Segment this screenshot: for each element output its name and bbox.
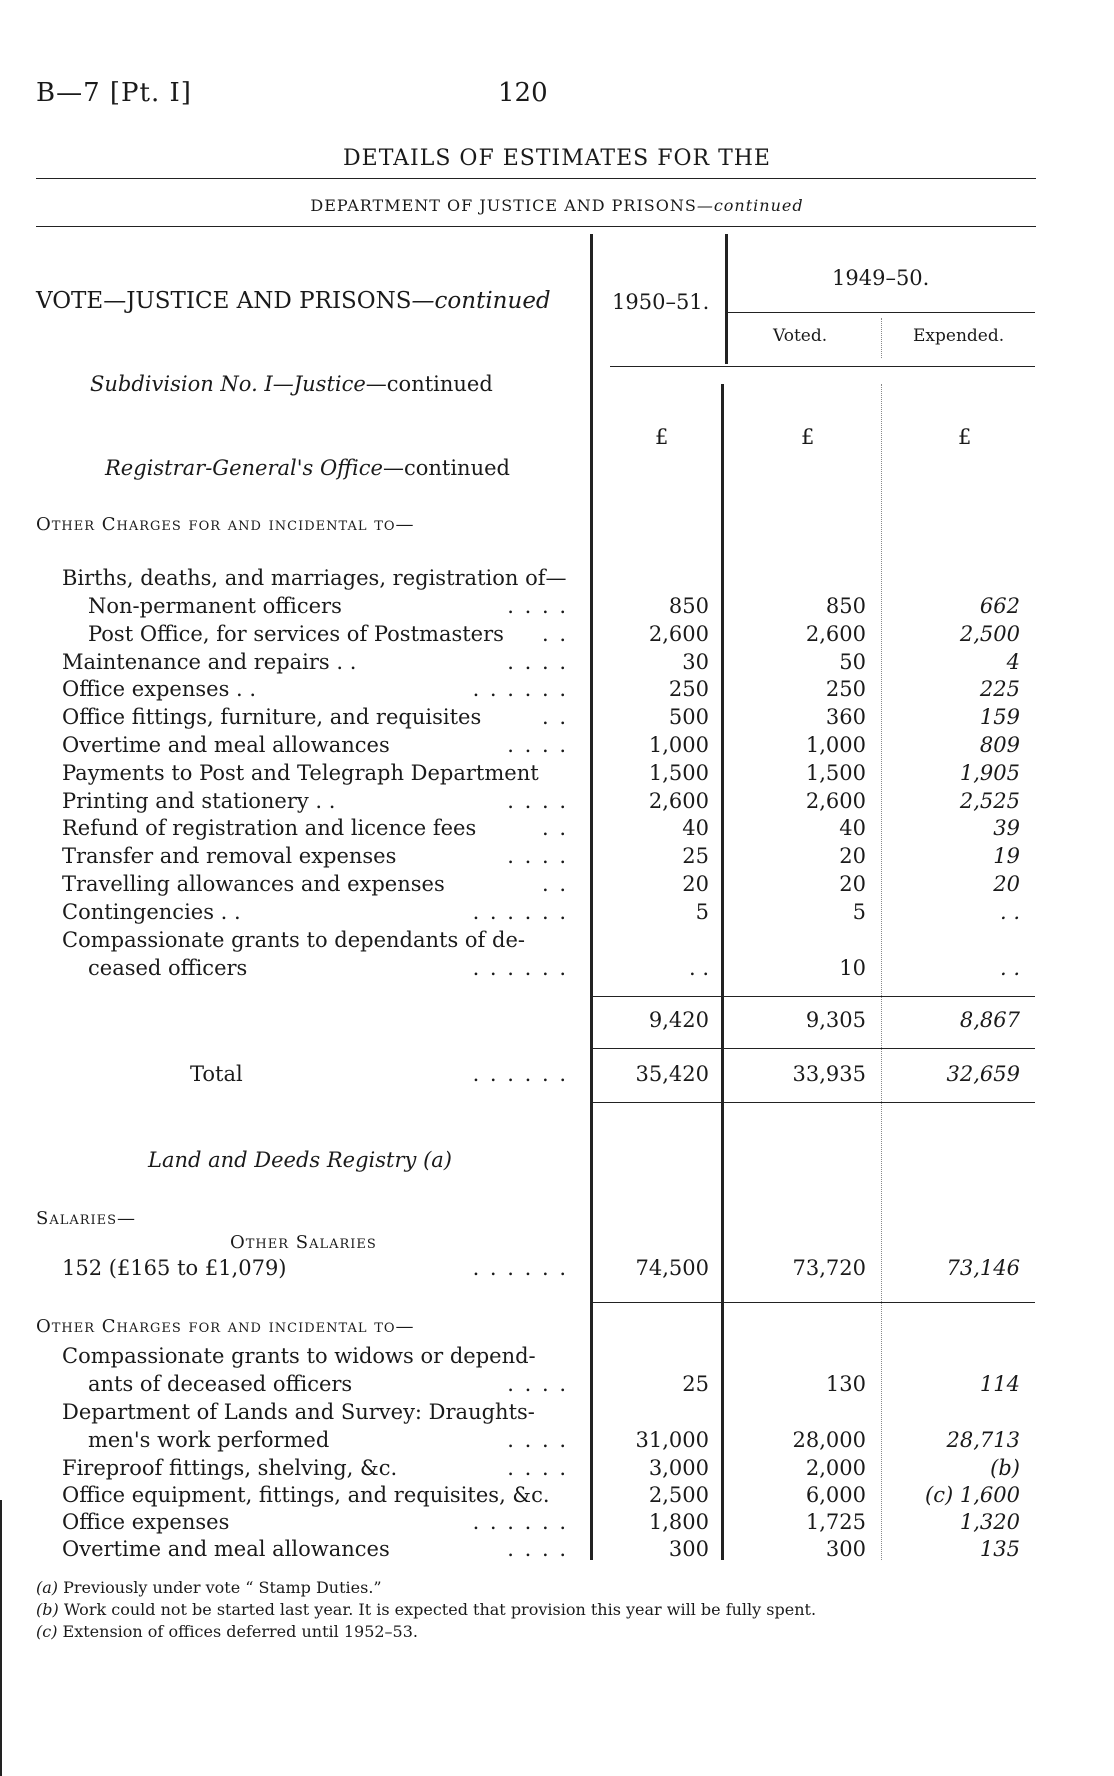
value-voted: 850 xyxy=(825,594,866,618)
value-expended: 73,146 xyxy=(946,1256,1020,1280)
value-voted: 20 xyxy=(839,844,866,869)
column-voted: Voted. xyxy=(773,326,828,346)
value-1950-51: 25 xyxy=(682,1372,709,1396)
value-expended: 4 xyxy=(1006,649,1020,674)
value-1950-51: 2,600 xyxy=(648,788,709,813)
header-bottom-rule xyxy=(610,366,1035,367)
value-expended: 809 xyxy=(979,733,1020,757)
currency-col3: £ xyxy=(958,425,972,449)
value-1950-51: 20 xyxy=(682,872,709,896)
leader-dots: . . . . . . xyxy=(472,899,568,924)
total-label: Total xyxy=(190,1062,243,1086)
row-label: Overtime and meal allowances xyxy=(62,1537,390,1561)
value-1950-51: . . xyxy=(688,956,709,980)
row-label: Overtime and meal allowances xyxy=(62,733,390,757)
currency-col2: £ xyxy=(801,425,815,449)
salaries-row xyxy=(0,1256,1114,1283)
value-voted: 1,000 xyxy=(805,733,866,757)
subtotal-row xyxy=(0,1008,1114,1035)
row-label: Office equipment, fittings, and requisites, &c. xyxy=(62,1483,550,1507)
vote-heading: VOTE—JUSTICE AND PRISONS—continued xyxy=(36,288,551,314)
other-charges-heading-2: Other Charges for and incidental to— xyxy=(36,1316,415,1337)
title-rule xyxy=(36,178,1036,179)
leader-dots: . . xyxy=(541,621,568,646)
table-row xyxy=(0,956,1114,983)
salaries-rule xyxy=(593,1302,1035,1303)
value-1950-51: 40 xyxy=(682,816,709,841)
table-row xyxy=(0,844,1114,871)
row-label: men's work performed xyxy=(88,1428,330,1452)
page-title: DETAILS OF ESTIMATES FOR THE xyxy=(343,146,771,171)
column-expended: Expended. xyxy=(913,326,1005,346)
leader-dots: . . . . xyxy=(507,788,568,813)
value-1950-51: 1,000 xyxy=(648,733,709,757)
value-voted: 73,720 xyxy=(792,1256,866,1280)
currency-col1: £ xyxy=(655,425,669,449)
year-group-rule xyxy=(725,312,1035,313)
table-row xyxy=(0,1344,1114,1371)
value-1950-51: 30 xyxy=(682,649,709,674)
page-reference: B—7 [Pt. I] xyxy=(36,78,192,108)
footnote-a: (a) Previously under vote “ Stamp Duties.” xyxy=(36,1578,382,1597)
subdivision-heading: Subdivision No. I—Justice—continued xyxy=(90,372,493,396)
column-1950-51: 1950–51. xyxy=(612,290,710,314)
value-expended: 159 xyxy=(979,705,1020,730)
value-voted: 130 xyxy=(825,1372,866,1396)
value-expended: 135 xyxy=(979,1537,1020,1561)
value-voted: 50 xyxy=(839,649,866,674)
value-1950-51: 250 xyxy=(668,677,709,702)
row-label: Compassionate grants to widows or depend- xyxy=(62,1344,536,1368)
leader-dots: . . . . . . xyxy=(472,1256,568,1280)
bdm-heading: Births, deaths, and marriages, registration of— xyxy=(62,566,567,590)
table-row xyxy=(0,816,1114,843)
value-voted: 2,600 xyxy=(805,621,866,646)
leader-dots: . . xyxy=(541,872,568,896)
value-1950-51: 300 xyxy=(668,1537,709,1561)
table-row xyxy=(0,1537,1114,1564)
row-label: ceased officers xyxy=(88,956,248,980)
table-row xyxy=(0,1428,1114,1455)
value-expended: . . xyxy=(999,956,1020,980)
table-row xyxy=(0,650,1114,677)
value-1950-51: 1,800 xyxy=(648,1510,709,1534)
salaries-heading: Salaries— xyxy=(36,1208,137,1229)
row-label: Office expenses xyxy=(62,1510,230,1534)
value-expended: 662 xyxy=(979,594,1020,618)
value-voted: 40 xyxy=(839,816,866,841)
row-label: Fireproof fittings, shelving, &c. xyxy=(62,1456,398,1480)
page-edge xyxy=(0,1500,2,1776)
leader-dots: . . . . xyxy=(507,1456,568,1480)
value-voted: 250 xyxy=(825,677,866,702)
column-group-1949-50: 1949–50. xyxy=(832,266,930,290)
table-row xyxy=(0,733,1114,760)
value-expended: 2,500 xyxy=(959,621,1020,646)
row-label: 152 (£165 to £1,079) xyxy=(62,1256,287,1280)
row-label: Maintenance and repairs . . xyxy=(62,649,357,674)
leader-dots: . . . . xyxy=(507,1372,568,1396)
footnote-b: (b) Work could not be started last year. It is expected that provision this year will be fully spent. xyxy=(36,1600,817,1619)
value-1950-51: 2,500 xyxy=(648,1483,709,1507)
table-row xyxy=(0,1483,1114,1510)
footnote-c: (c) Extension of offices deferred until 1952–53. xyxy=(36,1622,418,1641)
value-voted: 20 xyxy=(839,872,866,896)
value-expended: 1,320 xyxy=(959,1510,1020,1534)
leader-dots: . . xyxy=(541,816,568,841)
leader-dots: . . . . xyxy=(507,1537,568,1561)
value-voted: 2,600 xyxy=(805,788,866,813)
total-voted: 33,935 xyxy=(792,1062,866,1086)
value-expended: 20 xyxy=(993,872,1020,896)
row-label: Refund of registration and licence fees xyxy=(62,816,477,841)
value-voted: 10 xyxy=(839,956,866,980)
value-expended: (b) xyxy=(990,1456,1020,1480)
total-1950-51: 35,420 xyxy=(635,1062,709,1086)
subtotal-expended: 8,867 xyxy=(959,1008,1020,1032)
other-salaries-heading: Other Salaries xyxy=(230,1232,377,1253)
value-voted: 28,000 xyxy=(792,1428,866,1452)
column-rule-2-head xyxy=(725,234,728,364)
value-voted: 300 xyxy=(825,1537,866,1561)
subtotal-1950-51: 9,420 xyxy=(648,1008,709,1032)
subtotal-rule xyxy=(593,996,1035,997)
total-row xyxy=(0,1062,1114,1089)
total-top-rule xyxy=(593,1048,1035,1049)
table-row xyxy=(0,928,1114,955)
value-1950-51: 25 xyxy=(682,844,709,869)
table-row xyxy=(0,900,1114,927)
row-label: Office fittings, furniture, and requisites xyxy=(62,705,482,730)
leader-dots: . . . . xyxy=(507,649,568,674)
value-expended: 19 xyxy=(993,844,1020,869)
table-row xyxy=(0,1510,1114,1537)
row-label: Office expenses . . xyxy=(62,677,257,702)
leader-dots: . . . . . . xyxy=(472,956,568,980)
row-label: ants of deceased officers xyxy=(88,1372,353,1396)
table-row xyxy=(0,622,1114,649)
total-expended: 32,659 xyxy=(946,1062,1020,1086)
value-voted: 2,000 xyxy=(805,1456,866,1480)
value-voted: 360 xyxy=(825,705,866,730)
row-label: Department of Lands and Survey: Draughts- xyxy=(62,1400,535,1424)
value-1950-51: 5 xyxy=(695,899,709,924)
value-expended: 2,525 xyxy=(959,788,1020,813)
value-voted: 6,000 xyxy=(805,1483,866,1507)
value-voted: 1,500 xyxy=(805,760,866,785)
value-voted: 5 xyxy=(852,899,866,924)
leader-dots: . . . . . . xyxy=(472,1510,568,1534)
office-heading: Registrar-General's Office—continued xyxy=(105,456,510,480)
table-row xyxy=(0,594,1114,621)
table-row xyxy=(0,1400,1114,1427)
table-row xyxy=(0,789,1114,816)
row-label: Post Office, for services of Postmasters xyxy=(88,621,504,646)
row-label: Transfer and removal expenses xyxy=(62,844,397,869)
subtotal-voted: 9,305 xyxy=(805,1008,866,1032)
value-1950-51: 1,500 xyxy=(648,760,709,785)
value-expended: . . xyxy=(999,899,1020,924)
land-registry-heading: Land and Deeds Registry (a) xyxy=(148,1148,452,1172)
value-1950-51: 31,000 xyxy=(635,1428,709,1452)
leader-dots: . . xyxy=(541,705,568,730)
subtitle-rule xyxy=(36,226,1036,227)
row-label: Contingencies . . xyxy=(62,899,241,924)
row-label: Payments to Post and Telegraph Department xyxy=(62,760,539,785)
value-voted: 1,725 xyxy=(805,1510,866,1534)
value-expended: 1,905 xyxy=(959,760,1020,785)
page-number: 120 xyxy=(498,78,548,108)
leader-dots: . . . . xyxy=(507,733,568,757)
table-row xyxy=(0,705,1114,732)
row-label: Non-permanent officers xyxy=(88,594,342,618)
value-1950-51: 2,600 xyxy=(648,621,709,646)
leader-dots: . . . . . . xyxy=(472,677,568,702)
row-label: Travelling allowances and expenses xyxy=(62,872,445,896)
table-row xyxy=(0,677,1114,704)
value-1950-51: 74,500 xyxy=(635,1256,709,1280)
value-expended: 225 xyxy=(979,677,1020,702)
leader-dots: . . . . . . xyxy=(472,1062,568,1086)
value-expended: 39 xyxy=(993,816,1020,841)
value-expended: 114 xyxy=(979,1372,1020,1396)
table-row xyxy=(0,1372,1114,1399)
value-1950-51: 850 xyxy=(668,594,709,618)
page-subtitle: DEPARTMENT OF JUSTICE AND PRISONS—continued xyxy=(310,196,804,215)
row-label: Printing and stationery . . xyxy=(62,788,336,813)
value-1950-51: 500 xyxy=(668,705,709,730)
row-label: Compassionate grants to dependants of de- xyxy=(62,928,525,952)
value-1950-51: 3,000 xyxy=(648,1456,709,1480)
total-bottom-rule xyxy=(593,1102,1035,1103)
value-expended: 28,713 xyxy=(946,1428,1020,1452)
table-row xyxy=(0,761,1114,788)
leader-dots: . . . . xyxy=(507,594,568,618)
leader-dots: . . . . xyxy=(507,1428,568,1452)
column-rule-3-head xyxy=(881,318,882,358)
table-row xyxy=(0,872,1114,899)
other-charges-heading: Other Charges for and incidental to— xyxy=(36,514,415,535)
value-expended: (c) 1,600 xyxy=(925,1483,1020,1507)
table-row xyxy=(0,1456,1114,1483)
leader-dots: . . . . xyxy=(507,844,568,869)
